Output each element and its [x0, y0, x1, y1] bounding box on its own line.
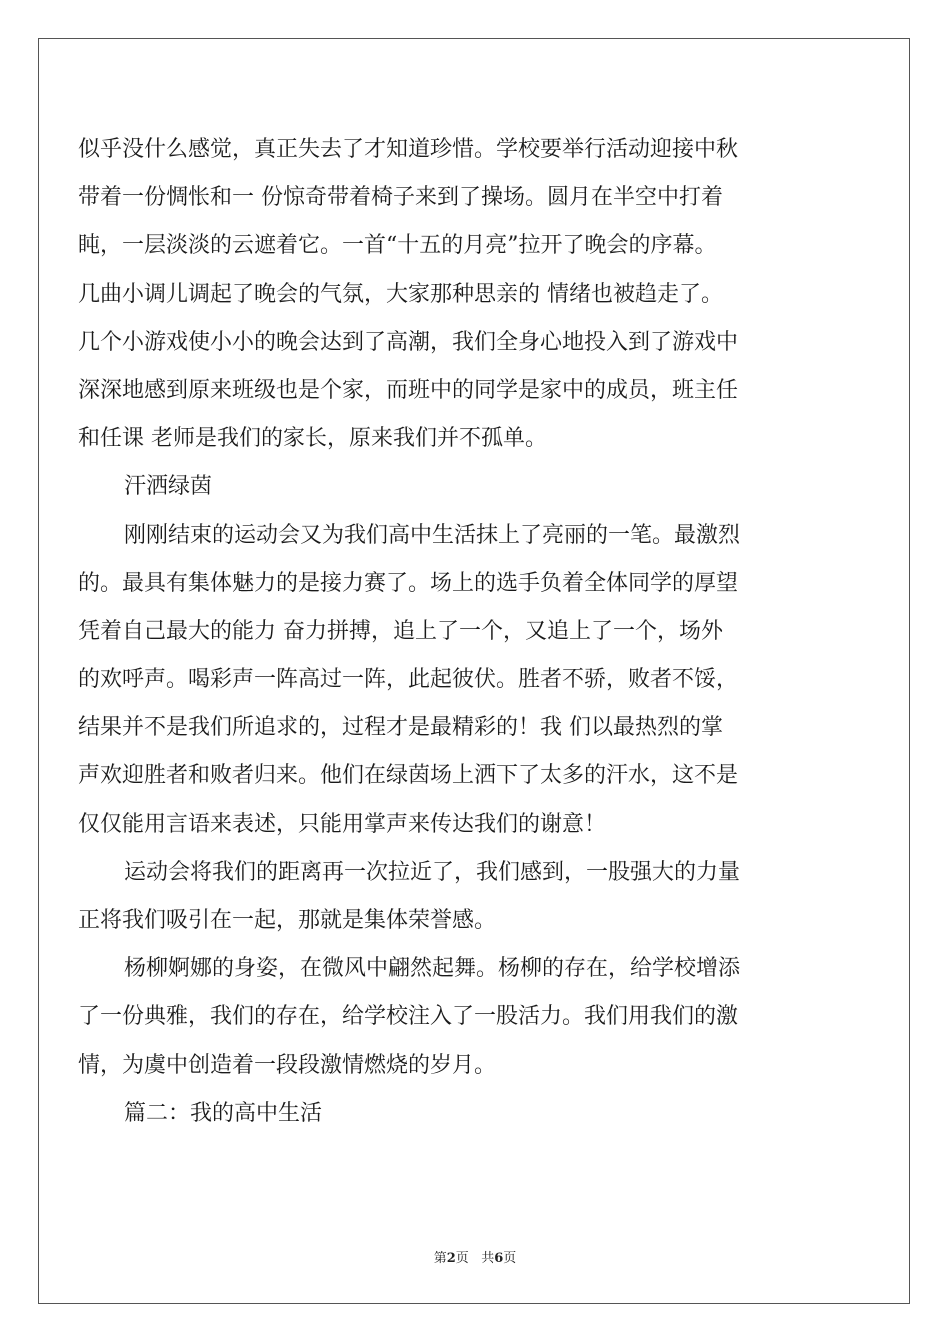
text-line: 凭着自己最大的能力 奋力拼搏，追上了一个，又追上了一个，场外: [78, 618, 723, 644]
text-line: 几曲小调儿调起了晚会的气氛，大家那种思亲的 情绪也被趋走了。: [78, 281, 723, 307]
total-suffix: 页: [503, 1251, 517, 1266]
section-heading: 汗洒绿茵: [124, 474, 213, 500]
text-line: 盹，一层淡淡的云遮着它。一首“十五的月亮”拉开了晚会的序幕。: [78, 233, 717, 259]
text-line: 刚刚结束的运动会又为我们高中生活抹上了亮丽的一笔。最激烈: [124, 522, 741, 548]
total-prefix: 共: [481, 1251, 495, 1266]
page-number: 2: [446, 1251, 456, 1266]
text-line: 带着一份惆怅和一 份惊奇带着椅子来到了操场。圆月在半空中打着: [78, 185, 723, 211]
text-line: 和任课 老师是我们的家长，原来我们并不孤单。: [78, 426, 547, 452]
text-line: 杨柳婀娜的身姿，在微风中翩然起舞。杨柳的存在，给学校增添: [124, 956, 741, 982]
text-line: 运动会将我们的距离再一次拉近了，我们感到，一股强大的力量: [124, 859, 741, 885]
text-line: 声欢迎胜者和败者归来。他们在绿茵场上洒下了太多的汗水，这不是: [78, 763, 739, 789]
page-suffix: 页: [455, 1251, 469, 1266]
text-line: 仅仅能用言语来表述，只能用掌声来传达我们的谢意！: [78, 811, 607, 837]
text-line: 深深地感到原来班级也是个家，而班中的同学是家中的成员，班主任: [78, 377, 739, 403]
page-prefix: 第: [433, 1251, 447, 1266]
total-pages: 6: [494, 1251, 504, 1266]
page-footer: [0, 1247, 950, 1266]
text-line: 的欢呼声。喝彩声一阵高过一阵，此起彼伏。胜者不骄，败者不馁，: [78, 667, 739, 693]
section-heading: 篇二：我的高中生活: [124, 1100, 323, 1126]
document-body: [78, 126, 838, 1138]
text-line: 结果并不是我们所追求的，过程才是最精彩的！我 们以最热烈的掌: [78, 715, 723, 741]
text-line: 的。最具有集体魅力的是接力赛了。场上的选手负着全体同学的厚望: [78, 570, 739, 596]
text-line: 似乎没什么感觉，真正失去了才知道珍惜。学校要举行活动迎接中秋: [78, 137, 739, 162]
text-line: 正将我们吸引在一起，那就是集体荣誉感。: [78, 908, 497, 933]
text-line: 几个小游戏使小小的晚会达到了高潮，我们全身心地投入到了游戏中: [78, 329, 739, 355]
text-line: 了一份典雅，我们的存在，给学校注入了一股活力。我们用我们的激: [78, 1004, 739, 1030]
text-line: 情，为虞中创造着一段段激情燃烧的岁月。: [78, 1052, 497, 1078]
